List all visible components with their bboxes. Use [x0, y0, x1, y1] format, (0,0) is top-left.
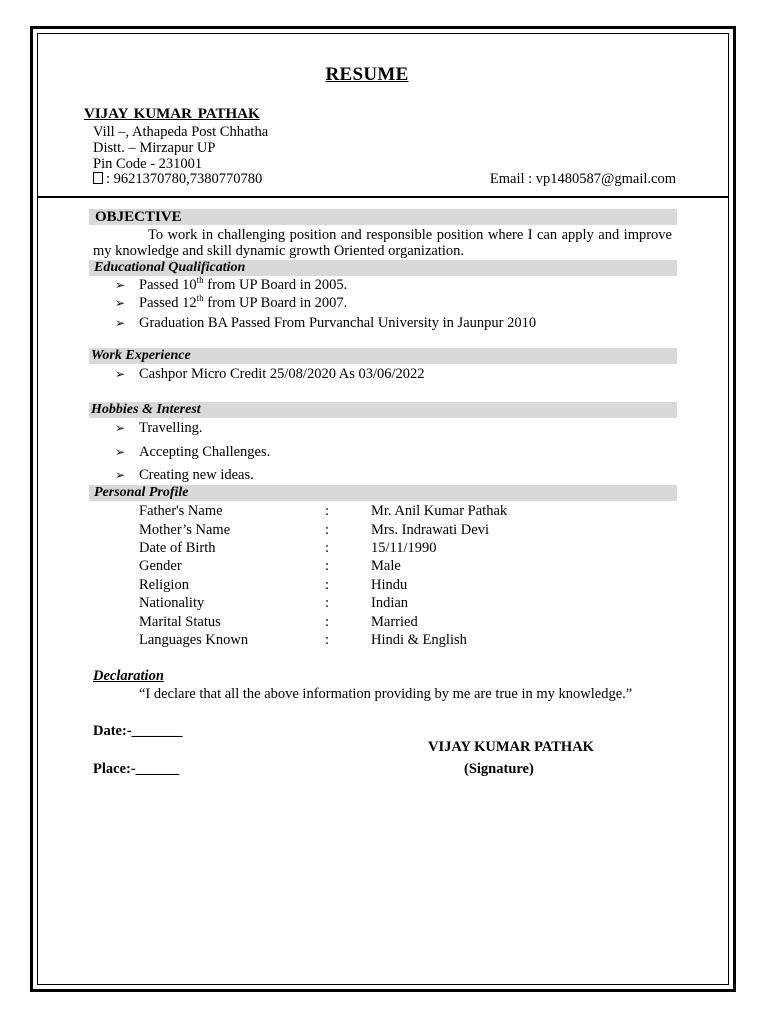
signature-label: (Signature) [464, 761, 534, 777]
hobby-item: ➢ Travelling. [115, 420, 203, 436]
signature-name: VIJAY KUMAR PATHAK [428, 739, 594, 755]
objective-text: To work in challenging position and responsible position where I can apply and improve my knowledge and skill dynamic growth Oriented organization. [93, 227, 672, 259]
education-heading: Educational Qualification [89, 260, 677, 276]
phone-line [93, 171, 262, 188]
address-line-village: Vill –, Athapeda Post Chhatha [93, 124, 269, 140]
resume-title: RESUME [325, 64, 409, 85]
hobbies-heading: Hobbies & Interest [89, 402, 677, 418]
personal-profile-heading: Personal Profile [89, 485, 677, 501]
place-field: Place:-______ [93, 761, 180, 777]
education-item: ➢ Passed 12th from UP Board in 2007. [115, 293, 348, 311]
arrow-bullet-icon: ➢ [115, 468, 126, 482]
education-item: ➢ Passed 10th from UP Board in 2005. [115, 275, 348, 293]
arrow-bullet-icon: ➢ [115, 421, 126, 435]
candidate-name: VIJAY KUMAR PATHAK [84, 106, 260, 122]
phone-icon [93, 172, 103, 184]
education-item: ➢ Graduation BA Passed From Purvanchal University in Jaunpur 2010 [115, 315, 537, 331]
arrow-bullet-icon: ➢ [115, 367, 126, 381]
work-item: ➢ Cashpor Micro Credit 25/08/2020 As 03/06/2022 [115, 366, 425, 382]
email-address: Email : vp1480587@gmail.com [489, 171, 676, 187]
arrow-bullet-icon: ➢ [115, 278, 126, 292]
phone-numbers: : 9621370780,7380770780 [106, 171, 263, 187]
address-line-district: Distt. – Mirzapur UP [93, 140, 216, 156]
date-field: Date:-_______ [93, 723, 183, 739]
arrow-bullet-icon: ➢ [115, 316, 126, 330]
declaration-text: “I declare that all the above information providing by me are true in my knowledge.” [139, 686, 633, 702]
declaration-heading: Declaration [93, 668, 164, 684]
arrow-bullet-icon: ➢ [115, 445, 126, 459]
header-divider [37, 196, 729, 198]
hobby-item: ➢ Creating new ideas. [115, 467, 254, 483]
hobby-item: ➢ Accepting Challenges. [115, 444, 271, 460]
objective-heading: OBJECTIVE [89, 209, 677, 225]
arrow-bullet-icon: ➢ [115, 296, 126, 310]
work-experience-heading: Work Experience [89, 348, 677, 364]
address-line-pincode: Pin Code - 231001 [93, 156, 203, 172]
